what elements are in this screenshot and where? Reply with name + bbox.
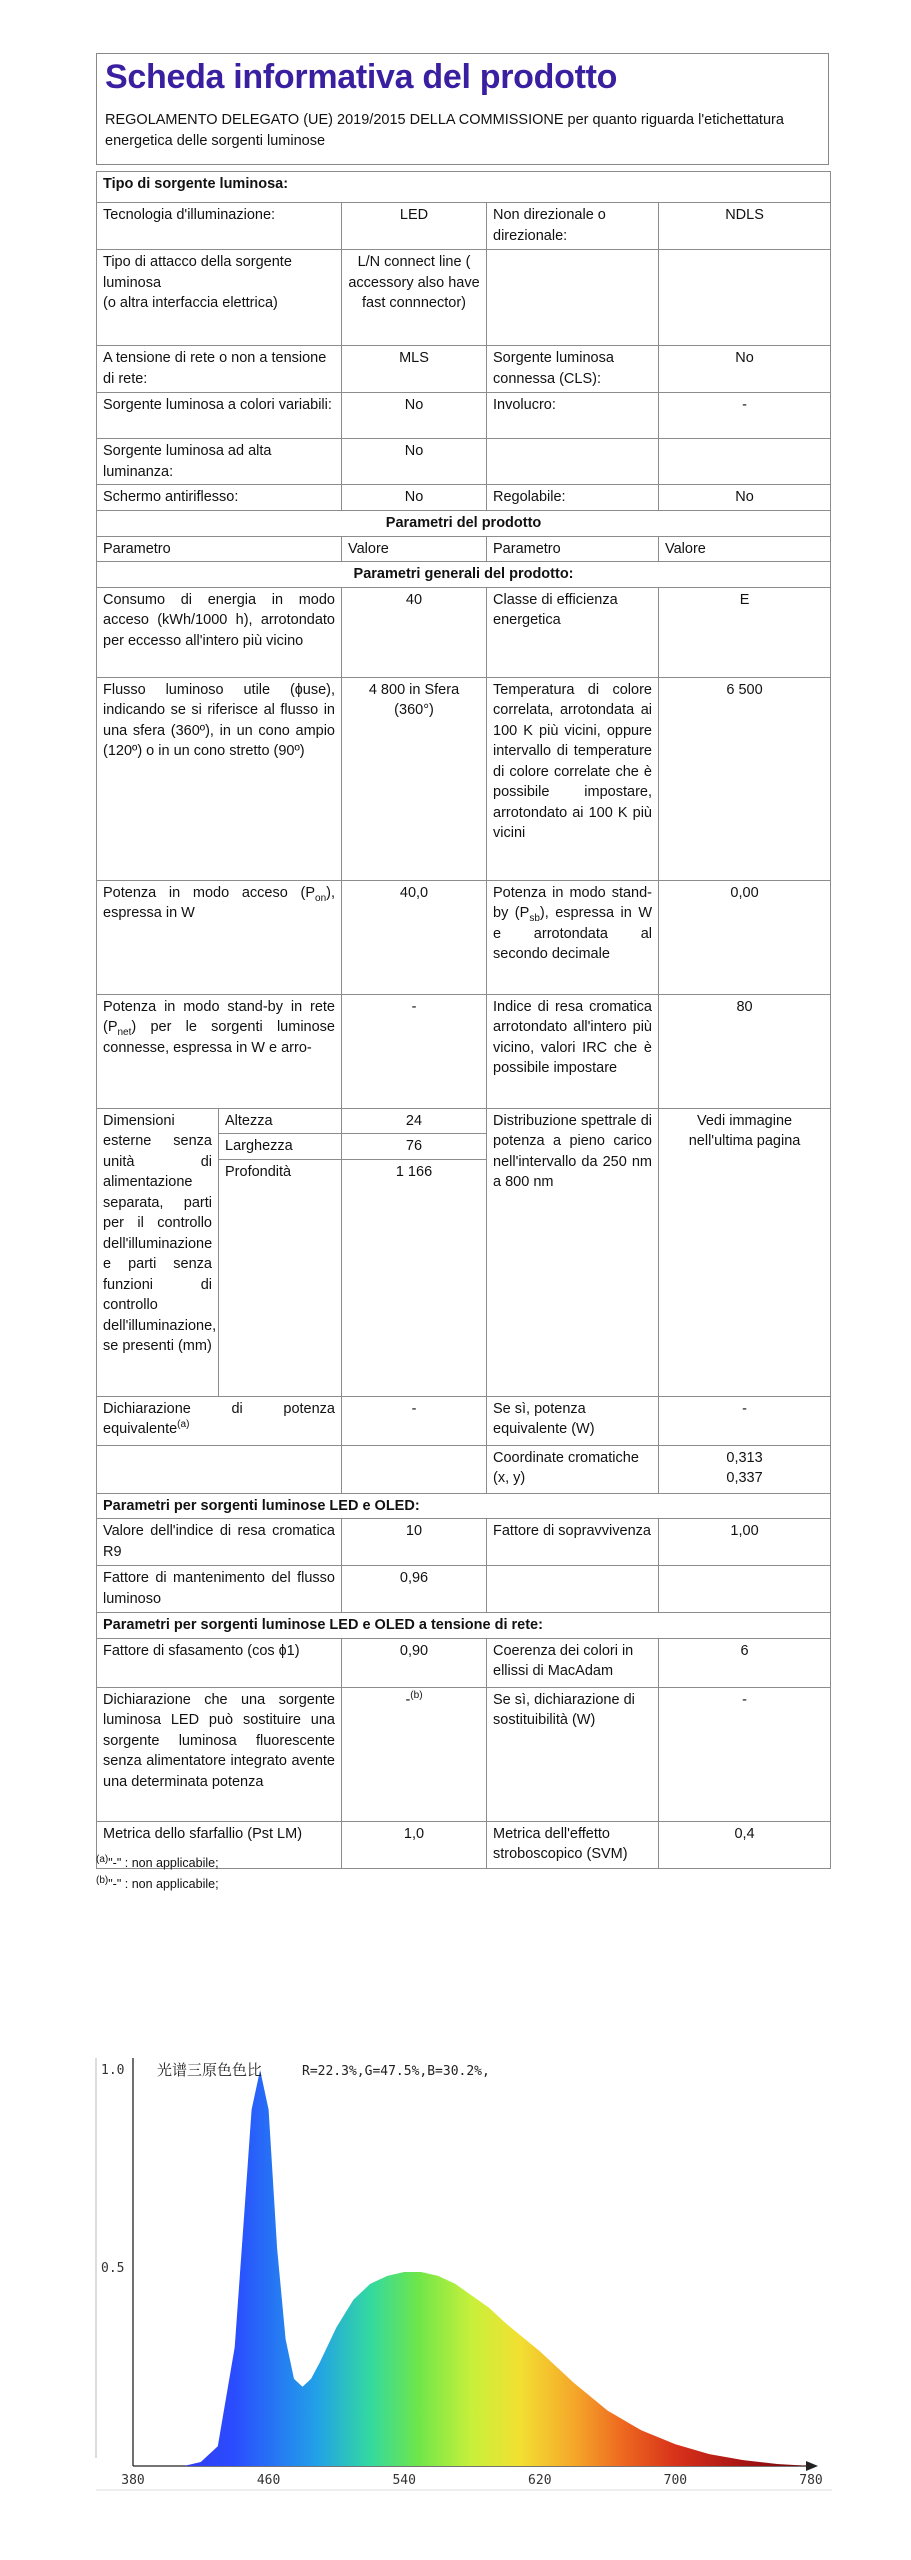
lumen-maintenance-value: 0,96 (342, 1566, 487, 1613)
x-tick-label: 700 (663, 2473, 688, 2488)
energy-consumption-value: 40 (342, 587, 487, 677)
colour-consistency-label: Coerenza dei colori in ellissi di MacAdam (487, 1638, 659, 1687)
directional-value: NDLS (659, 203, 831, 250)
displacement-factor-label: Fattore di sfasamento (cos ɸ1) (97, 1638, 342, 1687)
replacement-claim-w-label: Se sì, dichiarazione di sostituibilità (W) (487, 1687, 659, 1821)
standby-power-value: 0,00 (659, 880, 831, 994)
height-label: Altezza (219, 1108, 342, 1134)
width-value: 76 (342, 1134, 487, 1160)
lighting-technology-value: LED (342, 203, 487, 250)
equivalent-power-w-label: Se sì, potenza equivalente (W) (487, 1396, 659, 1445)
standby-power-label: Potenza in modo stand-by $(P_{sb})$, espressa in W e arrotondata al secondo decimale (487, 880, 659, 994)
energy-consumption-label: Consumo di energia in modo acceso (kWh/1000 h), arrotondato per eccesso all'intero più vicino (97, 587, 342, 677)
cap-type-label: Tipo di attacco della sorgente luminosa (103, 254, 292, 291)
lighting-technology-label: Tecnologia d'illuminazione: (97, 203, 342, 250)
directional-label: Non direzionale o direzionale: (487, 203, 659, 250)
energy-class-label: Classe di efficienza energetica (487, 587, 659, 677)
y-tick-label: 1.0 (101, 2063, 125, 2078)
flicker-metric-label: Metrica dello sfarfallio (Pst LM) (97, 1821, 342, 1868)
luminous-flux-value: 4 800 in Sfera (360°) (342, 677, 487, 880)
replacement-claim-value: -$^{(b)}$ (342, 1687, 487, 1821)
header-parameter: Parametro (97, 536, 342, 562)
chart-subtitle: R=22.3%,G=47.5%,B=30.2%, (302, 2064, 490, 2079)
height-value: 24 (342, 1108, 487, 1134)
spectral-distribution-value: Vedi immagine nell'ultima pagina (659, 1108, 831, 1396)
network-standby-value: - (342, 994, 487, 1108)
spectrum-area (133, 2070, 811, 2466)
width-label: Larghezza (219, 1134, 342, 1160)
cap-type-value: L/N connect line ( accessory also have fast connnector) (342, 250, 487, 346)
r9-value: 10 (342, 1519, 487, 1566)
envelope-label: Involucro: (487, 393, 659, 439)
replacement-claim-label: Dichiarazione che una sorgente luminosa LED può sostituire una sorgente luminosa fluorescente senza alimentatore integrato avente una determinata potenza (97, 1687, 342, 1821)
cap-type-note: (o altra interfaccia elettrica) (103, 295, 278, 311)
section-general-parameters: Parametri generali del prodotto: (97, 562, 831, 588)
colour-temperature-label: Temperatura di colore correlata, arrotondata ai 100 K più vicini, oppure intervallo di temperature di colore correlate che è possibile impostare, arrotondato ai 100 K più vicini (487, 677, 659, 880)
stroboscopic-metric-value: 0,4 (659, 1821, 831, 1868)
cri-label: Indice di resa cromatica arrotondato all'intero più vicino, valori IRC che è possibile impostare (487, 994, 659, 1108)
header-value: Valore (659, 536, 831, 562)
x-tick-label: 780 (799, 2473, 823, 2488)
header-value: Valore (342, 536, 487, 562)
x-tick-label: 460 (256, 2473, 281, 2488)
equivalent-power-value: - (342, 1396, 487, 1445)
anti-glare-value: No (342, 485, 487, 511)
footnote-b: $^{(b)}$"-" : non applicabile; (96, 1874, 219, 1891)
chromaticity-value: 0,313 0,337 (659, 1445, 831, 1493)
chromaticity-label: Coordinate cromatiche (x, y) (487, 1445, 659, 1493)
cri-value: 80 (659, 994, 831, 1108)
stroboscopic-metric-label: Metrica dell'effetto stroboscopico (SVM) (487, 1821, 659, 1868)
section-mains-led-parameters: Parametri per sorgenti luminose LED e OLED a tensione di rete: (97, 1613, 831, 1639)
high-luminance-value: No (342, 439, 487, 485)
dimensions-label: Dimensioni esterne senza unità di alimentazione separata, parti per il controllo dell'illuminazione e parti senza funzioni di controllo dell'illuminazione, se presenti (mm) (97, 1108, 219, 1396)
equivalent-power-w-value: - (659, 1396, 831, 1445)
x-tick-label: 620 (528, 2473, 552, 2488)
depth-label: Profondità (219, 1159, 342, 1396)
header-parameter: Parametro (487, 536, 659, 562)
colour-tuneable-value: No (342, 393, 487, 439)
network-standby-label: Potenza in modo stand-by in rete $(P_{net})$ per le sorgenti luminose connesse, espressa in W e arro- (97, 994, 342, 1108)
colour-temperature-value: 6 500 (659, 677, 831, 880)
r9-label: Valore dell'indice di resa cromatica R9 (97, 1519, 342, 1566)
y-tick-labels (101, 2063, 124, 2276)
connected-label: Sorgente luminosa connessa (CLS): (487, 346, 659, 393)
y-tick-label: 0.5 (101, 2261, 125, 2276)
envelope-value: - (659, 393, 831, 439)
depth-value: 1 166 (342, 1159, 487, 1396)
footnote-a: $^{(a)}$"-" : non applicabile; (96, 1853, 219, 1870)
colour-consistency-value: 6 (659, 1638, 831, 1687)
x-tick-labels (121, 2473, 822, 2488)
flicker-metric-value: 1,0 (342, 1821, 487, 1868)
mains-label: A tensione di rete o non a tensione di rete: (97, 346, 342, 393)
page-title: Scheda informativa del prodotto (105, 58, 618, 96)
section-product-parameters: Parametri del prodotto (97, 511, 831, 537)
lumen-maintenance-label: Fattore di mantenimento del flusso luminoso (97, 1566, 342, 1613)
equivalent-power-label: Dichiarazione di potenza equivalente$^{(a)}$ (97, 1396, 342, 1445)
dimmable-label: Regolabile: (487, 485, 659, 511)
on-mode-power-label: Potenza in modo acceso $(P_{on})$, espressa in W (97, 880, 342, 994)
energy-class-value: E (659, 587, 831, 677)
regulation-text: REGOLAMENTO DELEGATO (UE) 2019/2015 DELLA COMMISSIONE per quanto riguarda l'etichettatura energetica delle sorgenti luminose (105, 112, 784, 149)
section-led-parameters: Parametri per sorgenti luminose LED e OLED: (97, 1493, 831, 1519)
spectral-distribution-label: Distribuzione spettrale di potenza a pieno carico nell'intervallo da 250 nm a 800 nm (487, 1108, 659, 1396)
high-luminance-label: Sorgente luminosa ad alta luminanza: (97, 439, 342, 485)
luminous-flux-label: Flusso luminoso utile (ɸuse), indicando se si riferisce al flusso in una sfera (360º), in un cono ampio (120º) o in un cono stretto (90º) (97, 677, 342, 880)
x-tick-label: 540 (392, 2473, 416, 2488)
displacement-factor-value: 0,90 (342, 1638, 487, 1687)
section-light-source-type: Tipo di sorgente luminosa: (97, 172, 831, 203)
chart-title: 光谱三原色色比 (157, 2061, 263, 2079)
dimmable-value: No (659, 485, 831, 511)
colour-tuneable-label: Sorgente luminosa a colori variabili: (97, 393, 342, 439)
anti-glare-label: Schermo antiriflesso: (97, 485, 342, 511)
replacement-claim-w-value: - (659, 1687, 831, 1821)
connected-value: No (659, 346, 831, 393)
x-tick-label: 380 (121, 2473, 145, 2488)
survival-factor-label: Fattore di sopravvivenza (487, 1519, 659, 1566)
on-mode-power-value: 40,0 (342, 880, 487, 994)
mains-value: MLS (342, 346, 487, 393)
survival-factor-value: 1,00 (659, 1519, 831, 1566)
